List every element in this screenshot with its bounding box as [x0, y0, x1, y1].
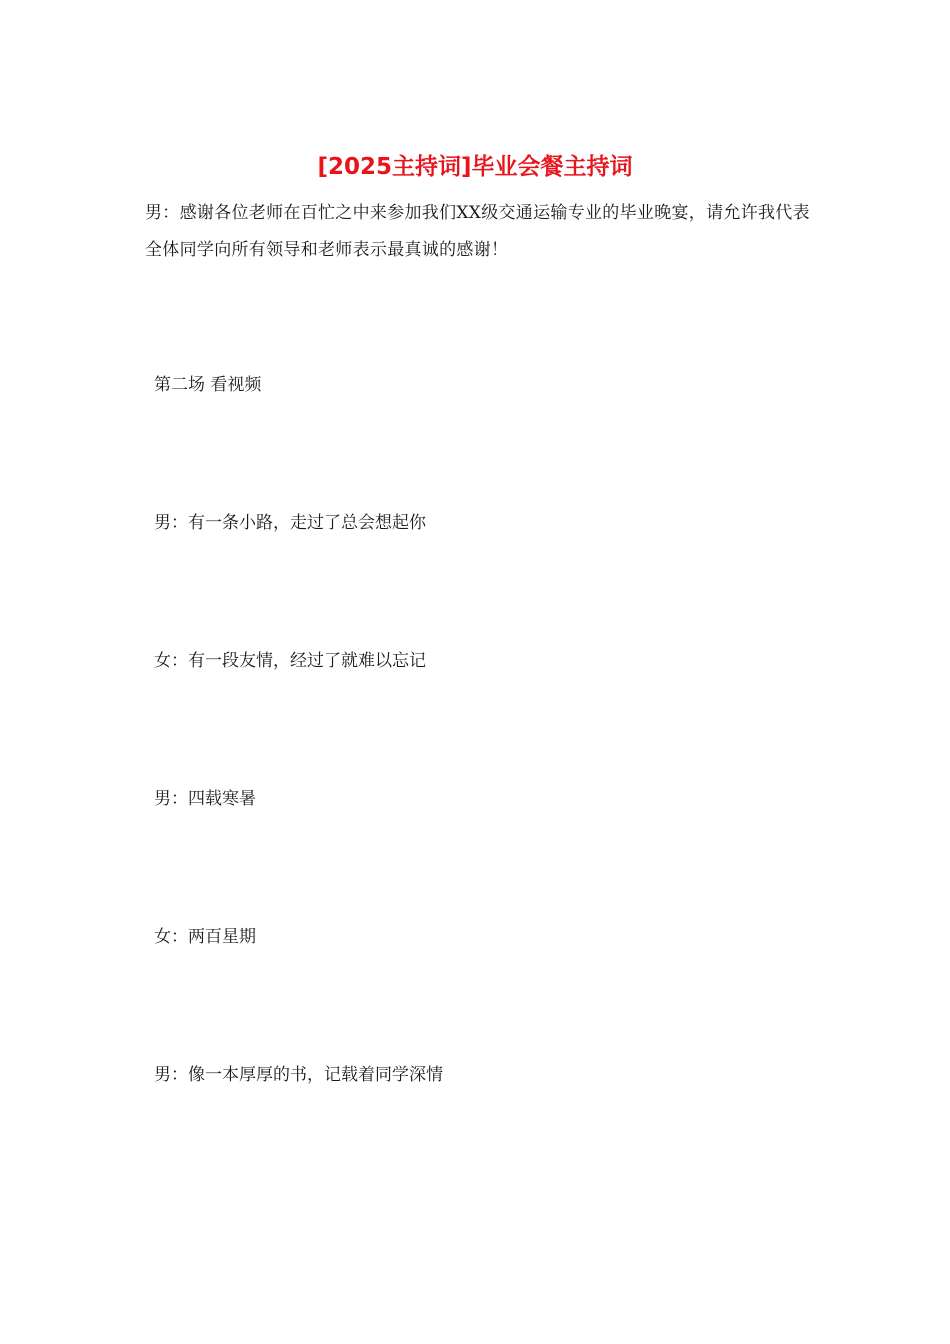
script-line: 女：有一段友情，经过了就难以忘记 — [154, 651, 426, 671]
script-line-scene: 第二场 看视频 — [154, 375, 262, 395]
document-title: [2025主持词]毕业会餐主持词 — [317, 154, 633, 180]
script-line: 男：像一本厚厚的书，记载着同学深情 — [154, 1065, 443, 1085]
script-line: 男：有一条小路，走过了总会想起你 — [154, 513, 426, 533]
script-line: 男：四载寒暑 — [154, 789, 256, 809]
script-line: 女：两百星期 — [154, 927, 256, 947]
intro-paragraph: 男：感谢各位老师在百忙之中来参加我们XX级交通运输专业的毕业晚宴，请允许我代表全体同学向所有领导和老师表示最真诚的感谢！ — [145, 203, 810, 260]
